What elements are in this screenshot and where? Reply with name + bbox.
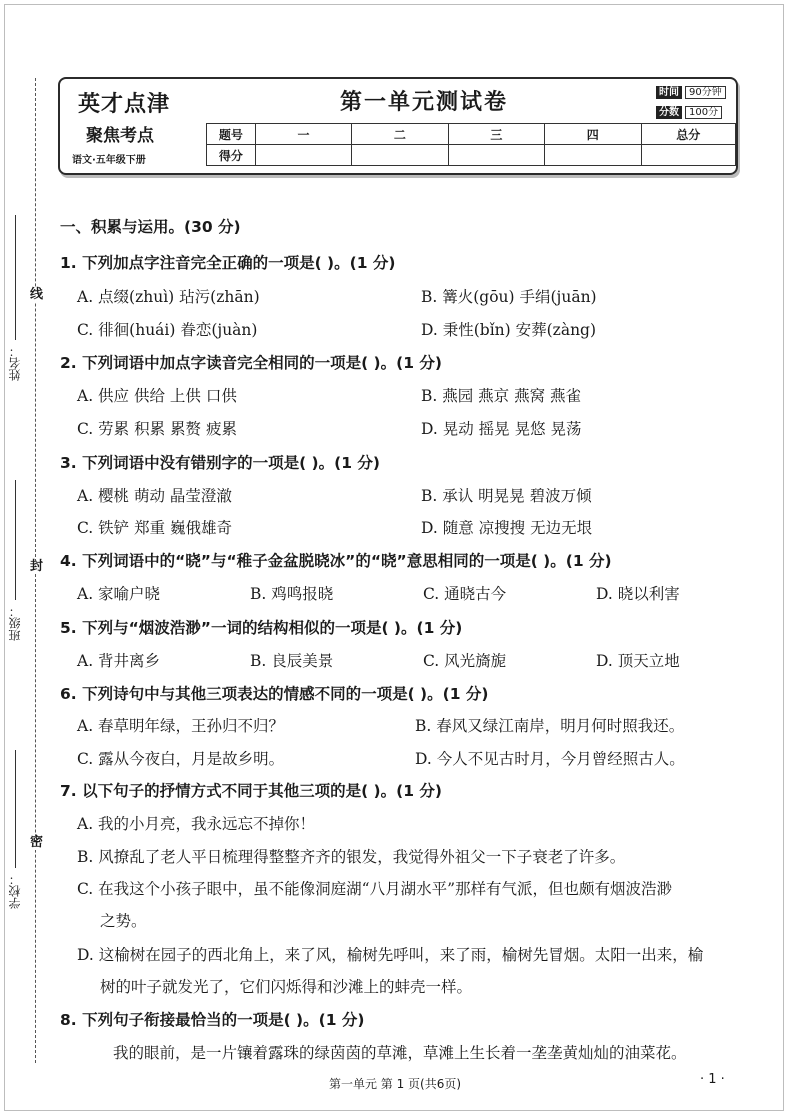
score-row-label: 得分 xyxy=(207,145,256,166)
question-1-stem: 1. 下列加点字注音完全正确的一项是( )。(1 分) xyxy=(60,254,396,272)
q7-option-d-line2: 树的叶子就发光了，它们闪烁得和沙滩上的蚌壳一样。 xyxy=(100,978,473,996)
brand-name: 英才点津 xyxy=(78,92,171,117)
q3-option-d: D. 随意 凉搜搜 无边无垠 xyxy=(421,519,593,537)
class-fill-line xyxy=(15,480,16,600)
time-info xyxy=(656,83,726,98)
binding-char-line: 线 xyxy=(30,287,44,302)
score-table-score-row xyxy=(207,145,736,166)
score-table-header-row xyxy=(207,124,736,145)
score-cell[interactable] xyxy=(352,145,448,166)
school-fill-line xyxy=(15,750,16,868)
score-cell[interactable] xyxy=(545,145,641,166)
q6-option-b: B. 春风又绿江南岸，明月何时照我还。 xyxy=(415,717,685,735)
q4-option-b: B. 鸡鸣报晓 xyxy=(250,585,334,603)
section-heading: 一、积累与运用。(30 分) xyxy=(60,218,241,236)
q3-option-c: C. 铁铲 郑重 巍俄雄奇 xyxy=(77,519,233,537)
brand-subtitle: 聚焦考点 xyxy=(86,126,154,146)
q6-option-a: A. 春草明年绿，王孙归不归？ xyxy=(77,717,285,735)
q7-option-b: B. 风撩乱了老人平日梳理得整整齐齐的银发，我觉得外祖父一下子衰老了许多。 xyxy=(77,848,626,866)
time-label: 时间 xyxy=(656,86,682,99)
score-info xyxy=(656,103,722,118)
score-cell[interactable] xyxy=(255,145,351,166)
q4-option-c: C. 通晓古今 xyxy=(423,585,507,603)
brand-grade: 语文·五年级下册 xyxy=(72,155,146,166)
score-cell[interactable] xyxy=(448,145,544,166)
q7-option-c-line2: 之势。 xyxy=(100,912,147,930)
q1-option-c: C. 徘徊(huái) 眷恋(juàn) xyxy=(77,321,258,339)
page-footer: 第一单元 第 1 页(共6页) xyxy=(328,1077,462,1091)
question-4-stem: 4. 下列词语中的“晓”与“稚子金盆脱晓冰”的“晓”意思相同的一项是( )。(1 分) xyxy=(60,552,612,570)
name-fill-line xyxy=(15,215,16,340)
score-header-cell: 三 xyxy=(448,124,544,145)
q4-option-d: D. 晓以利害 xyxy=(596,585,680,603)
score-label: 分数 xyxy=(656,106,682,119)
page-number: · 1 · xyxy=(700,1072,725,1087)
question-2-stem: 2. 下列词语中加点字读音完全相同的一项是( )。(1 分) xyxy=(60,354,442,372)
q2-option-a: A. 供应 供给 上供 口供 xyxy=(77,387,237,405)
q5-options xyxy=(77,649,680,671)
q1-option-a: A. 点缀(zhuì) 玷污(zhān) xyxy=(77,288,260,306)
score-header-cell: 题号 xyxy=(207,124,256,145)
school-field-label: 学校： xyxy=(8,873,22,909)
q6-option-c: C. 露从今夜白，月是故乡明。 xyxy=(77,750,285,768)
score-cell[interactable] xyxy=(641,145,736,166)
q7-option-d-line1: D. 这榆树在园子的西北角上，来了风，榆树先呼叫，来了雨，榆树先冒烟。太阳一出来，榆 xyxy=(77,946,704,964)
q7-option-c-line1: C. 在我这个小孩子眼中，虽不能像洞庭湖“八月湖水平”那样有气派，但也颇有烟波浩渺 xyxy=(77,880,673,898)
binding-char-secret: 密 xyxy=(30,835,44,850)
score-header-cell: 总分 xyxy=(641,124,736,145)
score-header-cell: 二 xyxy=(352,124,448,145)
name-field-label: 姓名： xyxy=(8,345,22,381)
q1-option-b: B. 篝火(gōu) 手绢(juān) xyxy=(421,288,597,306)
question-8-stem: 8. 下列句子衔接最恰当的一项是( )。(1 分) xyxy=(60,1011,365,1029)
q2-option-c: C. 劳累 积累 累赘 疲累 xyxy=(77,420,237,438)
score-header-cell: 四 xyxy=(545,124,641,145)
q5-option-b: B. 良辰美景 xyxy=(250,652,334,670)
q2-option-d: D. 晃动 摇晃 晃悠 晃荡 xyxy=(421,420,582,438)
q1-option-d: D. 秉性(bǐn) 安葬(zàng) xyxy=(421,321,597,339)
q6-option-d: D. 今人不见古时月，今月曾经照古人。 xyxy=(415,750,685,768)
q5-option-a: A. 背井离乡 xyxy=(77,652,161,670)
question-5-stem: 5. 下列与“烟波浩渺”一词的结构相似的一项是( )。(1 分) xyxy=(60,619,463,637)
q5-option-d: D. 顶天立地 xyxy=(596,652,680,670)
q5-option-c: C. 风光旖旎 xyxy=(423,652,507,670)
question-3-stem: 3. 下列词语中没有错别字的一项是( )。(1 分) xyxy=(60,454,380,472)
class-field-label: 班级： xyxy=(8,605,22,641)
q3-option-b: B. 承认 明晃晃 碧波万倾 xyxy=(421,487,592,505)
test-header xyxy=(58,77,738,175)
score-header-cell: 一 xyxy=(255,124,351,145)
q8-passage: 我的眼前，是一片镶着露珠的绿茵茵的草滩，草滩上生长着一垄垄黄灿灿的油菜花。 xyxy=(113,1044,687,1062)
q4-option-a: A. 家喻户晓 xyxy=(77,585,161,603)
binding-char-seal: 封 xyxy=(30,559,44,574)
test-title: 第一单元测试卷 xyxy=(340,90,509,115)
question-6-stem: 6. 下列诗句中与其他三项表达的情感不同的一项是( )。(1 分) xyxy=(60,685,489,703)
score-table xyxy=(206,123,736,166)
q3-option-a: A. 樱桃 萌动 晶莹澄澈 xyxy=(77,487,232,505)
time-value: 90分钟 xyxy=(685,86,726,99)
q2-option-b: B. 燕园 燕京 燕窝 燕雀 xyxy=(421,387,582,405)
q4-options xyxy=(77,582,680,604)
q7-option-a: A. 我的小月亮，我永远忘不掉你！ xyxy=(77,815,316,833)
question-7-stem: 7. 以下句子的抒情方式不同于其他三项的是( )。(1 分) xyxy=(60,782,442,800)
score-value: 100分 xyxy=(685,106,722,119)
